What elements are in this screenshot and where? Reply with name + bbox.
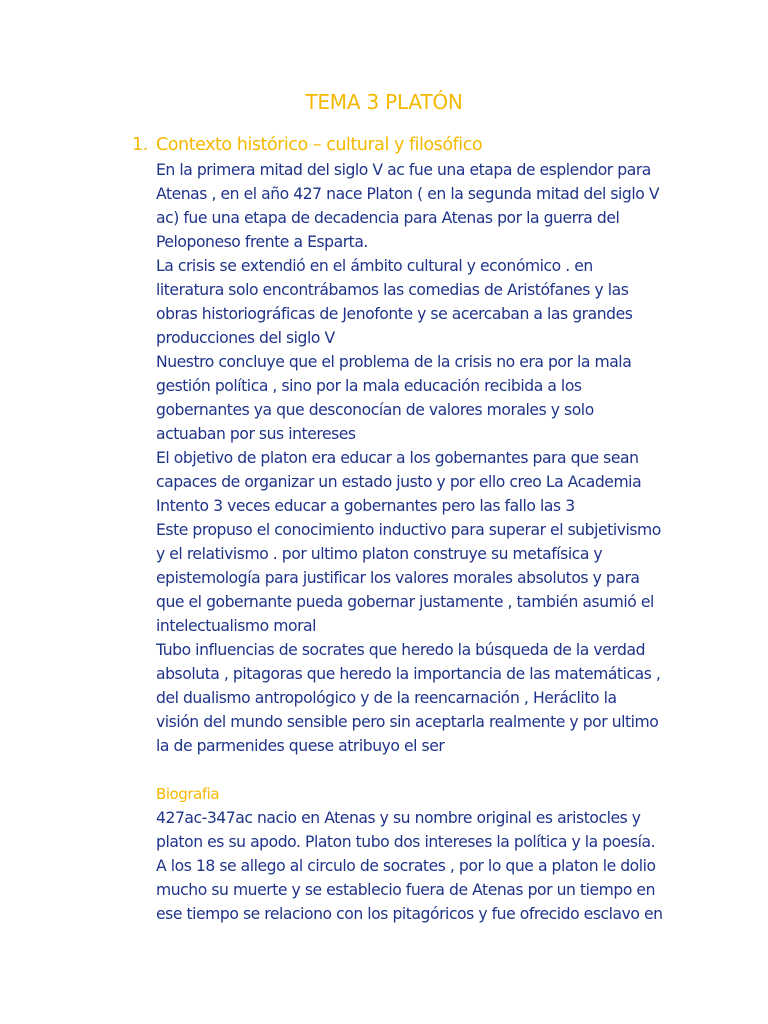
text-line: obras historiográficas de Jenofonte y se acercaban a las grandes (156, 305, 633, 323)
text-line: producciones del siglo V (156, 329, 335, 347)
document-body (156, 158, 676, 926)
text-line: intelectualismo moral (156, 617, 317, 635)
text-line: El objetivo de platon era educar a los gobernantes para que sean (156, 449, 639, 467)
text-line: Peloponeso frente a Esparta. (156, 233, 368, 251)
section-heading (132, 133, 482, 157)
text-line: A los 18 se allego al circulo de socrates , por lo que a platon le dolio (156, 857, 656, 875)
text-line: Intento 3 veces educar a gobernantes pero las fallo las 3 (156, 497, 575, 515)
biography-heading: Biografia (156, 785, 220, 803)
text-line: capaces de organizar un estado justo y por ello creo La Academia (156, 473, 642, 491)
text-line: del dualismo antropológico y de la reencarnación , Heráclito la (156, 689, 617, 707)
text-line: Tubo influencias de socrates que heredo la búsqueda de la verdad (156, 641, 646, 659)
text-line: y el relativismo . por ultimo platon construye su metafísica y (156, 545, 603, 563)
page-title: TEMA 3 PLATÓN (305, 90, 463, 114)
blank-line (156, 758, 676, 782)
text-line: absoluta , pitagoras que heredo la importancia de las matemáticas , (156, 665, 661, 683)
text-line: epistemología para justificar los valores morales absolutos y para (156, 569, 640, 587)
section-number: 1. (132, 135, 148, 155)
text-line: gestión política , sino por la mala educación recibida a los (156, 377, 582, 395)
section-heading-text: Contexto histórico – cultural y filosófico (156, 135, 483, 155)
text-line: mucho su muerte y se establecio fuera de Atenas por un tiempo en (156, 881, 656, 899)
text-line: literatura solo encontrábamos las comedias de Aristófanes y las (156, 281, 629, 299)
text-line: que el gobernante pueda gobernar justamente , también asumió el (156, 593, 654, 611)
text-line: la de parmenides quese atribuyo el ser (156, 737, 445, 755)
biography-paragraph (156, 806, 676, 926)
text-line: Atenas , en el año 427 nace Platon ( en la segunda mitad del siglo V (156, 185, 660, 203)
text-line: platon es su apodo. Platon tubo dos intereses la política y la poesía. (156, 833, 656, 851)
text-line: visión del mundo sensible pero sin aceptarla realmente y por ultimo (156, 713, 659, 731)
text-line: 427ac-347ac nacio en Atenas y su nombre original es aristocles y (156, 809, 641, 827)
text-line: ese tiempo se relaciono con los pitagóricos y fue ofrecido esclavo en (156, 905, 663, 923)
section-paragraphs (156, 158, 676, 758)
text-line: actuaban por sus intereses (156, 425, 356, 443)
text-line: La crisis se extendió en el ámbito cultural y económico . en (156, 257, 593, 275)
text-line: Nuestro concluye que el problema de la crisis no era por la mala (156, 353, 632, 371)
text-line: ac) fue una etapa de decadencia para Atenas por la guerra del (156, 209, 620, 227)
text-line: En la primera mitad del siglo V ac fue una etapa de esplendor para (156, 161, 651, 179)
text-line: Este propuso el conocimiento inductivo para superar el subjetivismo (156, 521, 661, 539)
text-line: gobernantes ya que desconocían de valores morales y solo (156, 401, 594, 419)
